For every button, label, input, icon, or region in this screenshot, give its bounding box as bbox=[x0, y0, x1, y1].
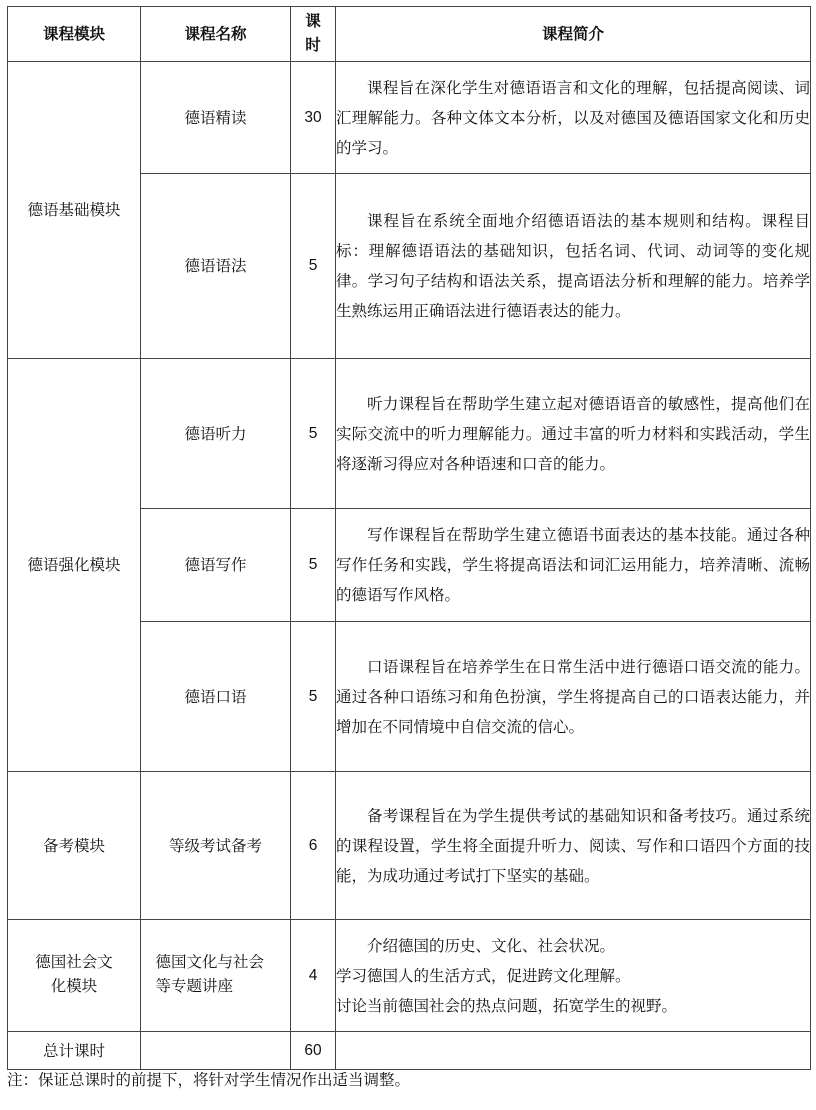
total-row bbox=[8, 1032, 811, 1070]
intro-cell bbox=[336, 359, 811, 509]
intro-line: 学习德国人的生活方式，促进跨文化理解。 bbox=[336, 966, 631, 985]
total-label: 总计课时 bbox=[8, 1032, 141, 1070]
module-cell: 德语基础模块 bbox=[8, 62, 141, 359]
module-cell-text: 德国社会文化模块 bbox=[35, 953, 113, 995]
header-intro: 课程简介 bbox=[336, 7, 811, 62]
course-name-cell: 德语口语 bbox=[141, 622, 291, 772]
intro-text: 课程旨在系统全面地介绍德语语法的基本规则和结构。课程目标：理解德语语法的基础知识，包括名词、代词、动词等的变化规律。学习句子结构和语法关系，提高语法分析和理解的能力。培养学生熟练运用正确语法进行德语表达的能力。 bbox=[336, 212, 810, 320]
intro-line: 介绍德国的历史、文化、社会状况。 bbox=[367, 936, 616, 955]
intro-text: 写作课程旨在帮助学生建立德语书面表达的基本技能。通过各种写作任务和实践，学生将提高语法和词汇运用能力，培养清晰、流畅的德语写作风格。 bbox=[336, 526, 810, 604]
total-empty-cell bbox=[141, 1032, 291, 1070]
hours-cell: 5 bbox=[291, 509, 336, 622]
module-cell: 德语强化模块 bbox=[8, 359, 141, 772]
table-row bbox=[8, 359, 811, 509]
intro-text: 备考课程旨在为学生提供考试的基础知识和备考技巧。通过系统的课程设置，学生将全面提升听力、阅读、写作和口语四个方面的技能，为成功通过考试打下坚实的基础。 bbox=[336, 806, 810, 885]
hours-cell: 30 bbox=[291, 62, 336, 174]
intro-text: 听力课程旨在帮助学生建立起对德语语音的敏感性，提高他们在实际交流中的听力理解能力。通过丰富的听力材料和实践活动，学生将逐渐习得应对各种语速和口音的能力。 bbox=[336, 394, 810, 473]
hours-cell: 6 bbox=[291, 772, 336, 920]
total-hours: 60 bbox=[291, 1032, 336, 1070]
course-name-cell: 德语写作 bbox=[141, 509, 291, 622]
footnote: 注：保证总课时的前提下，将针对学生情况作出适当调整。 bbox=[7, 1071, 411, 1089]
hours-cell: 5 bbox=[291, 622, 336, 772]
hours-cell: 5 bbox=[291, 359, 336, 509]
module-cell bbox=[8, 920, 141, 1032]
intro-cell bbox=[336, 920, 811, 1032]
intro-text: 口语课程旨在培养学生在日常生活中进行德语口语交流的能力。通过各种口语练习和角色扮演，学生将提高自己的口语表达能力，并增加在不同情境中自信交流的信心。 bbox=[336, 657, 810, 736]
header-name: 课程名称 bbox=[141, 7, 291, 62]
hours-cell: 5 bbox=[291, 174, 336, 359]
intro-text: 课程旨在深化学生对德语语言和文化的理解，包括提高阅读、词汇理解能力。各种文体文本分析，以及对德国及德语国家文化和历史的学习。 bbox=[336, 78, 810, 157]
course-name-cell: 德语语法 bbox=[141, 174, 291, 359]
total-empty-cell bbox=[336, 1032, 811, 1070]
table-row bbox=[8, 62, 811, 174]
course-name-text: 德国文化与社会等专题讲座 bbox=[155, 953, 265, 995]
header-hours bbox=[291, 7, 336, 62]
intro-cell bbox=[336, 772, 811, 920]
course-name-cell: 等级考试备考 bbox=[141, 772, 291, 920]
table-row bbox=[8, 772, 811, 920]
module-cell: 备考模块 bbox=[8, 772, 141, 920]
intro-cell bbox=[336, 174, 811, 359]
hours-cell: 4 bbox=[291, 920, 336, 1032]
course-name-cell: 德语精读 bbox=[141, 62, 291, 174]
intro-line: 讨论当前德国社会的热点问题，拓宽学生的视野。 bbox=[336, 996, 678, 1015]
course-name-cell: 德语听力 bbox=[141, 359, 291, 509]
table-row bbox=[8, 920, 811, 1032]
header-module: 课程模块 bbox=[8, 7, 141, 62]
course-table bbox=[7, 6, 811, 1070]
intro-cell bbox=[336, 509, 811, 622]
intro-cell bbox=[336, 622, 811, 772]
table-header-row bbox=[8, 7, 811, 62]
course-name-cell bbox=[141, 920, 291, 1032]
header-hours-text: 课时 bbox=[305, 11, 321, 54]
intro-cell bbox=[336, 62, 811, 174]
